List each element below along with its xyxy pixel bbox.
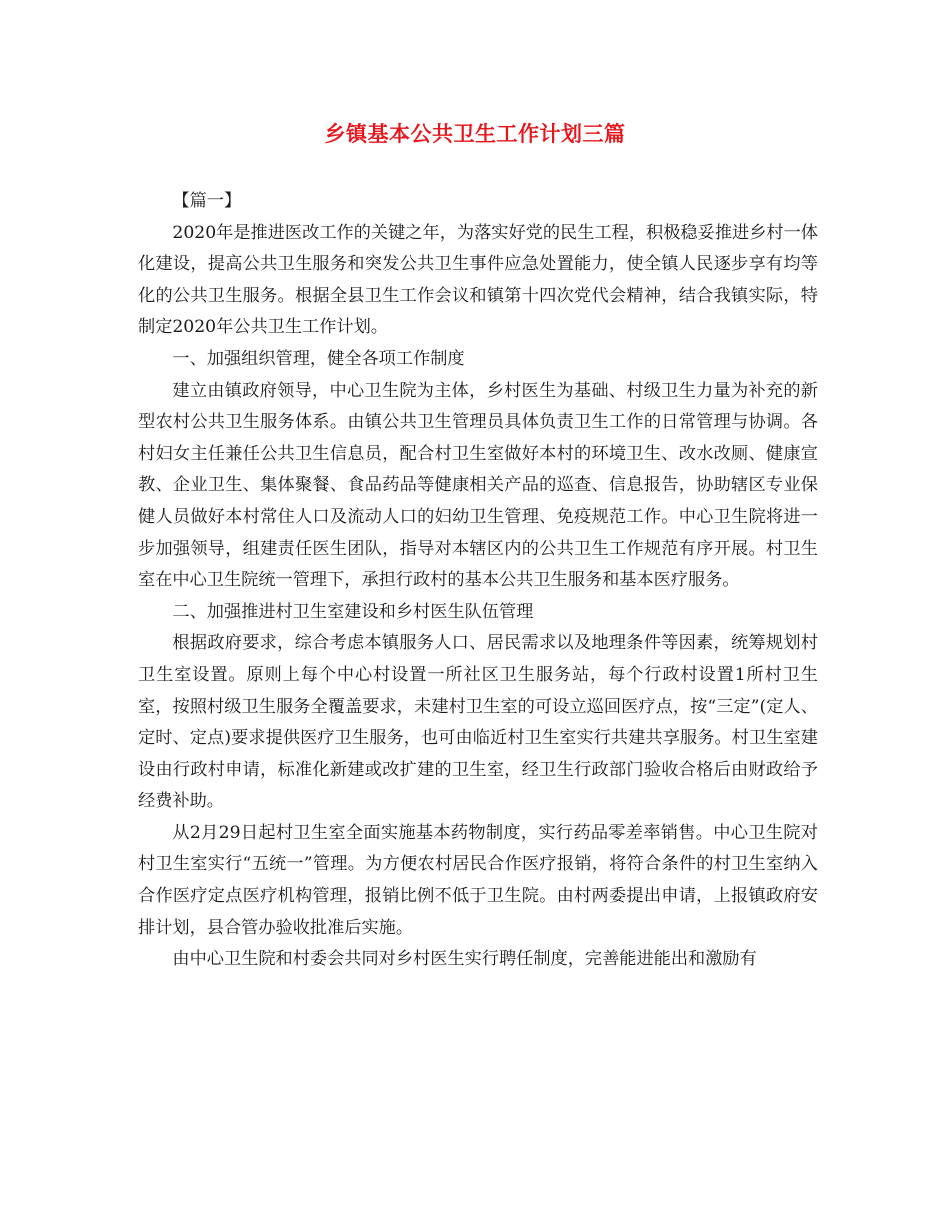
section-heading-1: 一、加强组织管理，健全各项工作制度 bbox=[172, 348, 465, 369]
section-heading-2: 二、加强推进村卫生室建设和乡村医生队伍管理 bbox=[172, 601, 534, 622]
document-title: 乡镇基本公共卫生工作计划三篇 bbox=[324, 122, 626, 146]
paragraph-intro: 2020年是推进医改工作的关键之年，为落实好党的民生工程，积极稳妥推进乡村一体化建设，提高公共卫生服务和突发公共卫生事件应急处置能力，使全镇人民逐步享有均等化的公共卫生服务。根据全县卫生工作会议和镇第十四次党代会精神，结合我镇实际，特制定2020年公共卫生工作计划。 bbox=[138, 222, 818, 338]
paragraph-organization: 建立由镇政府领导，中心卫生院为主体，乡村医生为基础、村级卫生力量为补充的新型农村公共卫生服务体系。由镇公共卫生管理员具体负责卫生工作的日常管理与协调。各村妇女主任兼任公共卫生信息员，配合村卫生室做好本村的环境卫生、改水改厕、健康宣教、企业卫生、集体聚餐、食品药品等健康相关产品的巡查、信息报告，协助辖区专业保健人员做好本村常住人口及流动人口的妇幼卫生管理、免疫规范工作。中心卫生院将进一步加强领导，组建责任医生团队，指导对本辖区内的公共卫生工作规范有序开展。村卫生室在中心卫生院统一管理下，承担行政村的基本公共卫生服务和基本医疗服务。 bbox=[138, 380, 818, 591]
document-body bbox=[138, 186, 818, 976]
paragraph-essential-drugs: 从2月29日起村卫生室全面实施基本药物制度，实行药品零差率销售。中心卫生院对村卫生室实行“五统一”管理。为方便农村居民合作医疗报销，将符合条件的村卫生室纳入合作医疗定点医疗机构管理，报销比例不低于卫生院。由村两委提出申请，上报镇政府安排计划，县合管办验收批准后实施。 bbox=[138, 822, 818, 938]
paragraph-doctor-employment: 由中心卫生院和村委会共同对乡村医生实行聘任制度，完善能进能出和激励有 bbox=[172, 949, 757, 970]
paragraph-clinic-construction: 根据政府要求，综合考虑本镇服务人口、居民需求以及地理条件等因素，统筹规划村卫生室设置。原则上每个中心村设置一所社区卫生服务站，每个行政村设置1所村卫生室，按照村级卫生服务全覆盖要求，未建村卫生室的可设立巡回医疗点，按“三定”(定人、定时、定点)要求提供医疗卫生服务，也可由临近村卫生室实行共建共享服务。村卫生室建设由行政村申请，标准化新建或改扩建的卫生室，经卫生行政部门验收合格后由财政给予经费补助。 bbox=[138, 633, 818, 812]
section-marker: 【篇一】 bbox=[172, 191, 242, 211]
